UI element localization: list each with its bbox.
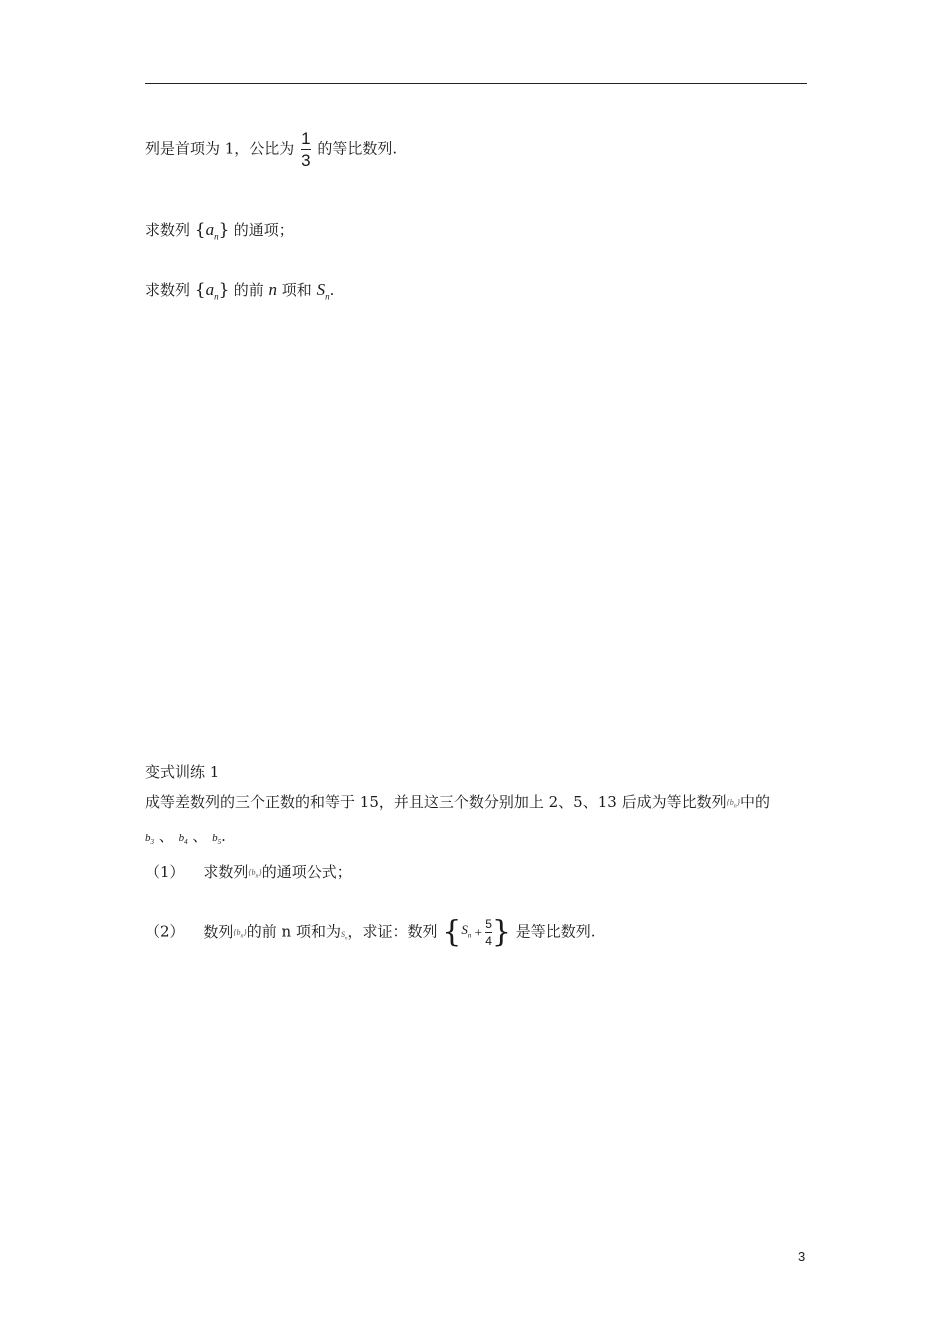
- variant-title: 变式训练 1: [145, 763, 220, 781]
- sequence-b-n: $\{b_n\}$: [248, 868, 262, 880]
- sequence-a-n: [194, 220, 234, 242]
- subscript: 4: [184, 838, 188, 847]
- var: S: [340, 929, 345, 939]
- variant-question-1: [145, 862, 352, 887]
- subscript: n: [214, 231, 219, 242]
- text: 求数列: [203, 863, 249, 881]
- var: a: [205, 220, 215, 239]
- question-label: （2）: [145, 922, 185, 941]
- text: 的通项；: [233, 221, 294, 239]
- variant-terms: [145, 826, 226, 852]
- term-b5: [212, 832, 222, 847]
- text: 成等差数列的三个正数的和等于 15，并且这三个数分别加上 2、5、13 后成为等比数列: [145, 793, 727, 811]
- text: .: [329, 281, 335, 299]
- separator: 、: [158, 827, 174, 845]
- header-rule: [145, 83, 807, 84]
- text: 中的: [739, 793, 770, 811]
- text: 求数列: [145, 281, 191, 299]
- problem-line-2: [145, 220, 294, 246]
- question-label: （1）: [145, 863, 185, 881]
- left-brace: {: [194, 280, 206, 300]
- variant-question-2: [145, 914, 596, 950]
- sum-S-n: [316, 280, 330, 302]
- var: b: [729, 798, 734, 807]
- text: 列是首项为 1，公比为: [145, 139, 295, 158]
- separator: 、: [192, 827, 208, 845]
- var: a: [205, 280, 215, 299]
- fraction-denominator: 4: [485, 934, 492, 948]
- variant-statement: [145, 792, 770, 817]
- text: 的前 n 项和为: [246, 922, 341, 941]
- subscript: n: [467, 931, 472, 940]
- problem-line-3: [145, 280, 334, 306]
- text: 的前: [233, 281, 264, 299]
- fraction-one-third: [301, 130, 310, 169]
- right-brace: }: [491, 914, 511, 950]
- text: 项和: [281, 281, 312, 299]
- subscript: 3: [150, 838, 154, 847]
- var: b: [212, 832, 218, 844]
- text: .: [221, 827, 226, 845]
- var-n: n: [268, 280, 277, 299]
- text: 数列: [203, 922, 234, 941]
- term-b3: [145, 832, 154, 847]
- text: 是等比数列.: [515, 922, 596, 941]
- subscript: n: [344, 936, 348, 942]
- term-b4: [178, 832, 188, 847]
- left-brace: {: [194, 220, 206, 240]
- sequence-b-n: $\{b_n\}$: [726, 798, 740, 810]
- sequence-b-n: $\{b_n\}$: [233, 927, 247, 940]
- fraction-bar: [301, 149, 310, 150]
- plus-sign: +: [474, 924, 482, 940]
- var: b: [145, 832, 151, 844]
- fraction-bar: [485, 932, 492, 933]
- var: b: [251, 868, 256, 877]
- subscript: n: [733, 803, 737, 810]
- page-number: 3: [798, 1249, 806, 1264]
- text: 的等比数列.: [317, 139, 398, 158]
- fraction-numerator: 5: [485, 917, 492, 931]
- subscript: n: [214, 291, 219, 302]
- var: b: [236, 927, 241, 937]
- right-brace: }: [218, 280, 230, 300]
- fraction-numerator: 1: [301, 129, 311, 148]
- expression-Sn-plus-5-4: [442, 914, 511, 950]
- text: 求数列: [145, 221, 191, 239]
- text: 的通项公式；: [261, 863, 352, 881]
- subscript: n: [255, 873, 259, 880]
- fraction-five-fourths: [485, 918, 492, 947]
- var: b: [178, 832, 185, 844]
- subscript: 5: [217, 838, 222, 847]
- var: S: [461, 921, 468, 937]
- right-brace: }: [218, 220, 230, 240]
- var: S: [316, 280, 326, 299]
- subscript: n: [240, 933, 244, 940]
- fraction-denominator: 3: [301, 151, 311, 170]
- text: ，求证：数列: [347, 922, 438, 941]
- subscript: n: [325, 291, 330, 302]
- problem-line-1: [145, 130, 397, 169]
- left-brace: {: [442, 914, 462, 950]
- sequence-a-n: [194, 280, 234, 302]
